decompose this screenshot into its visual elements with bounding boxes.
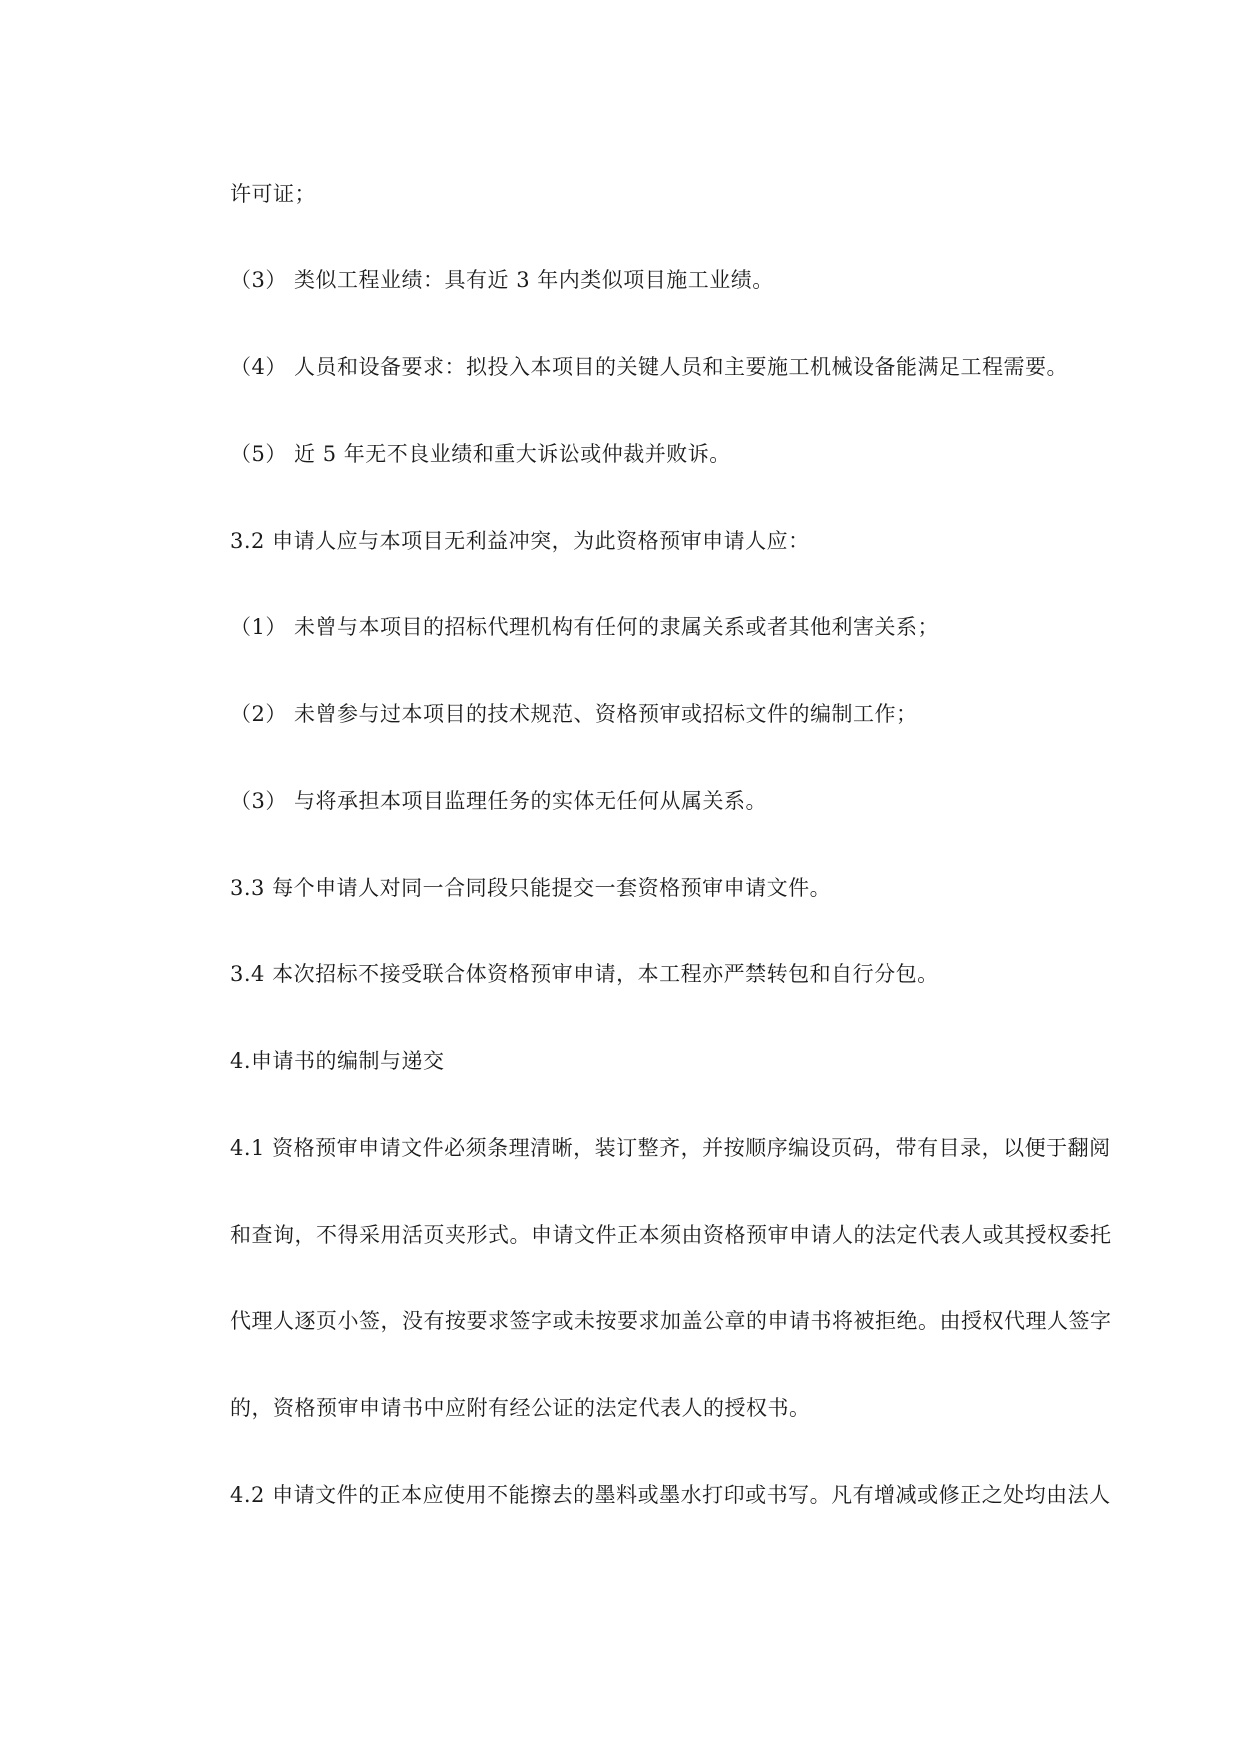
text-line-section-4-2: 4.2 申请文件的正本应使用不能擦去的墨料或墨水打印或书写。凡有增减或修正之处均由法人 xyxy=(230,1483,1111,1507)
text-line-conflict-2: （2） 未曾参与过本项目的技术规范、资格预审或招标文件的编制工作； xyxy=(230,702,918,726)
text-line-req-4-personnel: （4） 人员和设备要求：拟投入本项目的关键人员和主要施工机械设备能满足工程需要。 xyxy=(230,355,1069,379)
text-line-section-4-1-d: 的，资格预审申请书中应附有经公证的法定代表人的授权书。 xyxy=(230,1396,811,1420)
section-heading-4: 4.申请书的编制与递交 xyxy=(230,1049,445,1073)
text-line-section-3-4: 3.4 本次招标不接受联合体资格预审申请，本工程亦严禁转包和自行分包。 xyxy=(230,962,939,986)
text-line-section-4-1-a: 4.1 资格预审申请文件必须条理清晰，装订整齐，并按顺序编设页码，带有目录，以便于翻阅 xyxy=(230,1136,1111,1160)
text-line-section-3-3: 3.3 每个申请人对同一合同段只能提交一套资格预审申请文件。 xyxy=(230,876,832,900)
text-line-permit-end: 许可证； xyxy=(230,182,316,206)
text-line-section-4-1-b: 和查询，不得采用活页夹形式。申请文件正本须由资格预审申请人的法定代表人或其授权委托 xyxy=(230,1223,1112,1247)
text-line-req-3-performance: （3） 类似工程业绩：具有近 3 年内类似项目施工业绩。 xyxy=(230,268,774,292)
text-line-section-3-2: 3.2 申请人应与本项目无利益冲突，为此资格预审申请人应： xyxy=(230,529,810,553)
text-line-conflict-3: （3） 与将承担本项目监理任务的实体无任何从属关系。 xyxy=(230,789,768,813)
text-line-conflict-1: （1） 未曾与本项目的招标代理机构有任何的隶属关系或者其他利害关系； xyxy=(230,615,940,639)
text-line-section-4-1-c: 代理人逐页小签，没有按要求签字或未按要求加盖公章的申请书将被拒绝。由授权代理人签字 xyxy=(230,1309,1112,1333)
text-line-req-5-record: （5） 近 5 年无不良业绩和重大诉讼或仲裁并败诉。 xyxy=(230,442,731,466)
